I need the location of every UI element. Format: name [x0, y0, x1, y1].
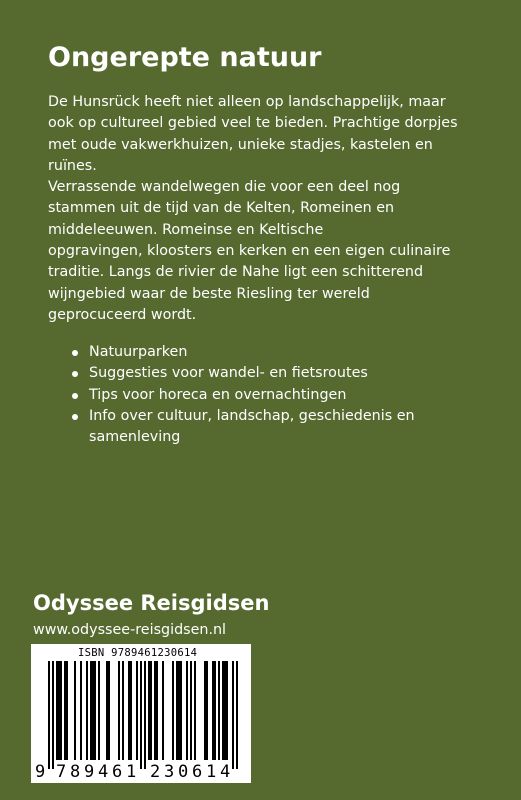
- description-line: middeleeuwen. Romeinse en Keltische: [48, 221, 324, 238]
- barcode-bar: [224, 661, 226, 760]
- barcode-bar: [236, 661, 238, 769]
- feature-list-item: [48, 406, 468, 449]
- barcode-bar: [190, 661, 192, 760]
- barcode-bar: [226, 661, 228, 760]
- barcode-bar: [144, 661, 146, 769]
- barcode-bar: [140, 661, 142, 769]
- isbn-label: ISBN 9789461230614: [78, 647, 198, 659]
- barcode-bar: [156, 661, 158, 760]
- barcode-bar: [214, 661, 216, 760]
- barcode-digit: 3: [164, 762, 175, 782]
- barcode-digit: 0: [178, 762, 189, 782]
- feature-label: Natuurparken: [89, 344, 188, 360]
- barcode-digit: 7: [56, 762, 67, 782]
- barcode-bar: [58, 661, 60, 760]
- barcode-bar: [186, 661, 188, 760]
- barcode-bar: [178, 661, 180, 760]
- barcode-bar: [90, 661, 92, 760]
- publisher-website: www.odyssee-reisgidsen.nl: [33, 622, 227, 638]
- barcode-digit: 4: [220, 762, 231, 782]
- description-line: traditie. Langs de rivier de Nahe ligt een schitterend: [48, 264, 424, 281]
- description-line: stammen uit de tijd van de Kelten, Romeinen en: [48, 200, 395, 217]
- description-line: Verrassende wandelwegen die voor een deel nog: [48, 179, 401, 196]
- barcode-bar: [222, 661, 224, 760]
- description-line: geprocuceerd wordt.: [48, 306, 197, 323]
- description-line: De Hunsrück heeft niet alleen op landschappelijk, maar: [48, 94, 446, 110]
- feature-list-item: [48, 385, 468, 406]
- barcode-bar: [92, 661, 94, 760]
- barcode-digit: 4: [98, 762, 109, 782]
- bullet-icon: [72, 350, 78, 356]
- barcode-bar: [60, 661, 62, 760]
- bullet-icon: [72, 414, 78, 420]
- barcode-bar: [118, 661, 120, 760]
- barcode-bar: [148, 661, 150, 760]
- description-line: ook op cultureel gebied veel te bieden. Prachtige dorpjes: [48, 115, 458, 132]
- barcode-bar: [56, 661, 58, 760]
- barcode-digits: [31, 762, 251, 782]
- description-line: ruïnes.: [48, 157, 97, 174]
- cover-heading: Ongerepte natuur: [48, 42, 322, 73]
- barcode-digit: 2: [150, 762, 161, 782]
- description-line: wijngebied waar de beste Riesling ter wereld: [48, 285, 370, 302]
- barcode-bar: [108, 661, 110, 760]
- barcode-digit: 9: [35, 762, 46, 782]
- barcode-bar: [52, 661, 54, 769]
- barcode-bar: [154, 661, 156, 760]
- barcode-bar: [74, 661, 76, 760]
- barcode-bar: [130, 661, 132, 760]
- feature-list-item: [48, 342, 468, 363]
- isbn-barcode: [31, 644, 251, 783]
- feature-label: Tips voor horeca en overnachtingen: [89, 386, 347, 403]
- barcode-bar: [48, 661, 50, 769]
- feature-list-item: [48, 363, 468, 384]
- barcode-bar: [172, 661, 174, 760]
- barcode-bar: [86, 661, 88, 760]
- feature-label: Info over cultuur, landschap, geschiedenis en samenleving: [89, 407, 415, 446]
- barcode-bar: [80, 661, 82, 760]
- barcode-bar: [66, 661, 68, 760]
- barcode-digit: 6: [192, 762, 203, 782]
- barcode-bar: [64, 661, 66, 760]
- barcode-bar: [128, 661, 130, 760]
- bullet-icon: [72, 393, 78, 399]
- barcode-bar: [136, 661, 138, 760]
- feature-list: [48, 342, 468, 448]
- barcode-bar: [206, 661, 208, 760]
- barcode-bar: [150, 661, 152, 760]
- barcode-digit: 1: [126, 762, 137, 782]
- barcode-bar: [204, 661, 206, 760]
- barcode-bar: [98, 661, 100, 760]
- barcode-digit: 8: [70, 762, 81, 782]
- barcode-digit: 1: [206, 762, 217, 782]
- barcode-bar: [176, 661, 178, 760]
- barcode-bar: [162, 661, 164, 760]
- barcode-digit: 6: [112, 762, 123, 782]
- barcode-bar: [94, 661, 96, 760]
- feature-label: Suggesties voor wandel- en fietsroutes: [89, 365, 368, 382]
- barcode-bar: [218, 661, 220, 760]
- barcode-digit: 9: [84, 762, 95, 782]
- description-text: [48, 92, 468, 326]
- barcode-bar: [194, 661, 196, 760]
- bullet-icon: [72, 371, 78, 377]
- barcode-bar: [122, 661, 124, 760]
- barcode-bar: [232, 661, 234, 769]
- description-line: met oude vakwerkhuizen, unieke stadjes, kastelen en: [48, 136, 433, 153]
- publisher-name: Odyssee Reisgidsen: [33, 591, 270, 615]
- barcode-bar: [106, 661, 108, 760]
- barcode-bar: [180, 661, 182, 760]
- description-line: opgravingen, kloosters en kerken en een eigen culinaire: [48, 243, 451, 260]
- barcode-bar: [212, 661, 214, 760]
